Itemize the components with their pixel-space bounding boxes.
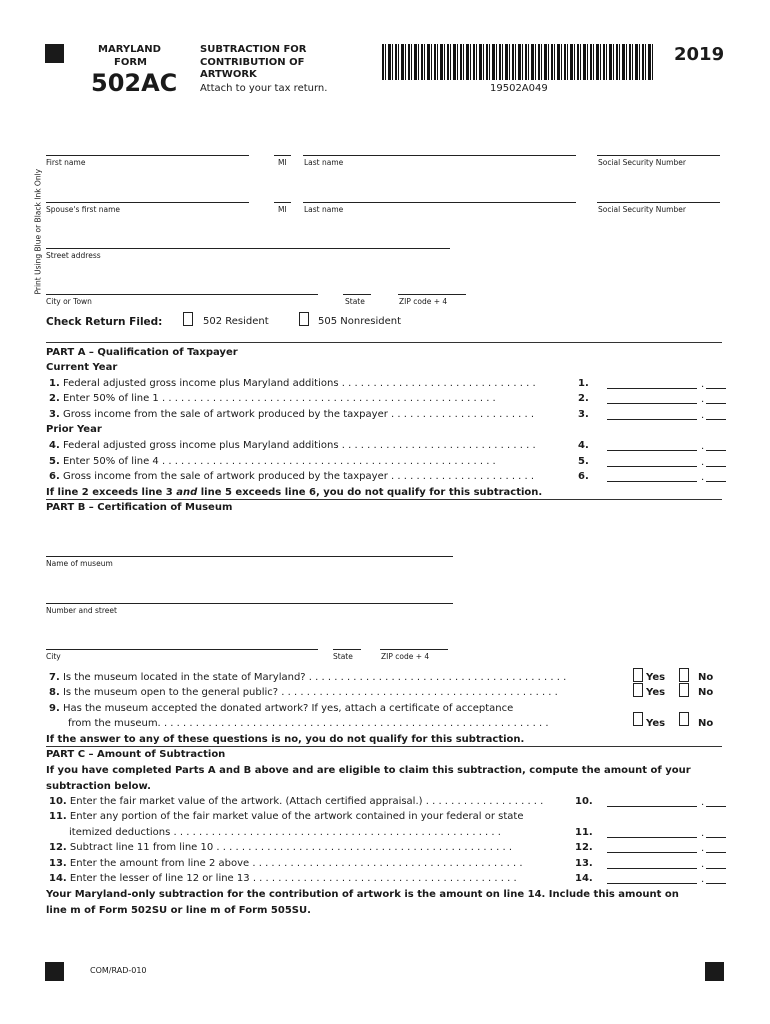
line-1-amount[interactable] bbox=[607, 388, 697, 389]
line-3-amount[interactable] bbox=[607, 419, 697, 420]
line-ref: 6. bbox=[578, 471, 589, 482]
registration-mark-top-left bbox=[45, 44, 64, 63]
dot-leader: . . . . . . . . . . . . . . . . . . . . . . . . . . . . . . . . . . . . . . . . . . . . . . . . . . . . . bbox=[158, 456, 496, 467]
dot-leader: . . . . . . . . . . . . . . . . . . . . . . . . . . . . . . . . . . . . . . . . . . . . . . . . . . . . bbox=[173, 827, 501, 838]
dot-leader: . . . . . . . . . . . . . . . . . . . . . . . . . . . . . . . . . . . . . . . . . . . . . . . . . . . . . bbox=[158, 393, 496, 404]
spouse-first-name-field[interactable] bbox=[46, 202, 249, 203]
museum-name-field[interactable] bbox=[46, 556, 453, 557]
dot-leader: . . . . . . . . . . . . . . . . . . . bbox=[425, 796, 544, 807]
last-name-field[interactable] bbox=[303, 155, 576, 156]
museum-state-label: State bbox=[333, 652, 353, 661]
spouse-mi-label: MI bbox=[278, 205, 287, 214]
spouse-mi-field[interactable] bbox=[274, 202, 291, 203]
part-c-intro-2: subtraction below. bbox=[46, 781, 151, 792]
dot-leader: . . . . . . . . . . . . . . . . . . . . . . . . . . . . . . . . . . . . . . . . . . . . . . . bbox=[216, 842, 513, 853]
line-11 bbox=[49, 811, 524, 823]
state-label: State bbox=[345, 297, 365, 306]
line-number: 1. bbox=[49, 378, 60, 389]
dot-leader: . . . . . . . . . . . . . . . . . . . . . . . . . . . . . . . . . . . . . . . . . . . bbox=[252, 858, 523, 869]
museum-name-label: Name of museum bbox=[46, 559, 113, 568]
q8-yes-label: Yes bbox=[646, 687, 666, 698]
zip-field[interactable] bbox=[398, 294, 466, 295]
line-text: Enter the lesser of line 12 or line 13 bbox=[69, 873, 250, 884]
part-a-line-2 bbox=[49, 393, 496, 405]
mi-field[interactable] bbox=[274, 155, 291, 156]
line-text: Enter any portion of the fair market value of the artwork contained in your federal or state bbox=[69, 811, 524, 822]
q7-yes-label: Yes bbox=[646, 672, 666, 683]
line-number: 9. bbox=[49, 703, 60, 714]
question-text: Is the museum located in the state of Maryland? bbox=[62, 672, 306, 683]
final-note-2: line m of Form 502SU or line m of Form 505SU. bbox=[46, 905, 311, 916]
line-12 bbox=[49, 842, 512, 854]
first-name-label: First name bbox=[46, 158, 86, 167]
tax-year: 2019 bbox=[674, 44, 725, 65]
state-field[interactable] bbox=[343, 294, 371, 295]
nonresident-label: 505 Nonresident bbox=[318, 316, 401, 327]
line-text: Federal adjusted gross income plus Maryland additions bbox=[62, 378, 339, 389]
line-5-amount[interactable] bbox=[607, 466, 697, 467]
part-b-title: PART B – Certification of Museum bbox=[46, 502, 233, 513]
warning-text-end: line 5 exceeds line 6, you do not qualify for this subtraction. bbox=[197, 487, 543, 498]
part-a-title: PART A – Qualification of Taxpayer bbox=[46, 347, 238, 358]
form-code: COM/RAD-010 bbox=[90, 966, 147, 975]
warning-text: If line 2 exceeds line 3 bbox=[46, 487, 177, 498]
check-return-label: Check Return Filed: bbox=[46, 316, 163, 328]
line-ref: 5. bbox=[578, 456, 589, 467]
dot-leader: . . . . . . . . . . . . . . . . . . . . . . . bbox=[387, 409, 535, 420]
line-11-cont bbox=[69, 827, 501, 839]
part-a-warning bbox=[46, 487, 542, 499]
line-14-cents[interactable] bbox=[706, 883, 726, 884]
decimal-point: . bbox=[701, 457, 705, 468]
line-number: 3. bbox=[49, 409, 60, 420]
part-c-title: PART C – Amount of Subtraction bbox=[46, 749, 226, 760]
form-number: 502AC bbox=[91, 69, 178, 97]
line-number: 5. bbox=[49, 456, 60, 467]
dot-leader: . . . . . . . . . . . . . . . . . . . . . . . . . . . . . . . . . . . . . . . . . . bbox=[252, 873, 517, 884]
question-text: Has the museum accepted the donated artwork? If yes, attach a certificate of acceptance bbox=[62, 703, 514, 714]
line-10-amount[interactable] bbox=[607, 806, 697, 807]
q8-yes-checkbox[interactable] bbox=[633, 683, 643, 697]
prior-year-heading: Prior Year bbox=[46, 424, 102, 435]
museum-street-label: Number and street bbox=[46, 606, 117, 615]
part-c-intro-1: If you have completed Parts A and B above and are eligible to claim this subtraction, compute the amount of your bbox=[46, 765, 691, 776]
line-number: 11. bbox=[49, 811, 67, 822]
question-9-cont bbox=[68, 718, 549, 730]
line-ref: 3. bbox=[578, 409, 589, 420]
line-11-cents[interactable] bbox=[706, 837, 726, 838]
form-word: FORM bbox=[114, 57, 147, 68]
museum-city-field[interactable] bbox=[46, 649, 318, 650]
dot-leader: . . . . . . . . . . . . . . . . . . . . . . . bbox=[387, 471, 535, 482]
line-10 bbox=[49, 796, 543, 808]
part-a-line-3 bbox=[49, 409, 534, 421]
line-number: 4. bbox=[49, 440, 60, 451]
q9-no-checkbox[interactable] bbox=[679, 712, 689, 726]
part-b-warning: If the answer to any of these questions is no, you do not qualify for this subtraction. bbox=[46, 734, 525, 745]
line-5-cents[interactable] bbox=[706, 466, 726, 467]
line-6-cents[interactable] bbox=[706, 481, 726, 482]
decimal-point: . bbox=[701, 843, 705, 854]
line-number: 12. bbox=[49, 842, 67, 853]
divider bbox=[46, 342, 722, 343]
line-6-amount[interactable] bbox=[607, 481, 697, 482]
q9-no-label: No bbox=[698, 718, 714, 729]
last-name-label: Last name bbox=[304, 158, 344, 167]
street-address-label: Street address bbox=[46, 251, 101, 260]
warning-emphasis: and bbox=[176, 487, 198, 498]
line-ref: 1. bbox=[578, 378, 589, 389]
line-number: 14. bbox=[49, 873, 67, 884]
question-7 bbox=[49, 672, 566, 684]
line-13-cents[interactable] bbox=[706, 868, 726, 869]
nonresident-checkbox[interactable] bbox=[299, 312, 309, 326]
q7-no-label: No bbox=[698, 672, 714, 683]
q8-no-label: No bbox=[698, 687, 714, 698]
decimal-point: . bbox=[701, 379, 705, 390]
barcode-number: 19502A049 bbox=[490, 83, 548, 94]
line-number: 10. bbox=[49, 796, 67, 807]
spouse-ssn-label: Social Security Number bbox=[598, 205, 686, 214]
line-11-amount[interactable] bbox=[607, 837, 697, 838]
question-8 bbox=[49, 687, 558, 699]
decimal-point: . bbox=[701, 472, 705, 483]
decimal-point: . bbox=[701, 441, 705, 452]
ssn-field[interactable] bbox=[597, 155, 720, 156]
museum-zip-label: ZIP code + 4 bbox=[381, 652, 430, 661]
museum-zip-field[interactable] bbox=[380, 649, 448, 650]
decimal-point: . bbox=[701, 410, 705, 421]
decimal-point: . bbox=[701, 828, 705, 839]
part-a-line-5 bbox=[49, 456, 496, 468]
city-field[interactable] bbox=[46, 294, 318, 295]
museum-state-field[interactable] bbox=[333, 649, 361, 650]
line-number: 13. bbox=[49, 858, 67, 869]
q7-no-checkbox[interactable] bbox=[679, 668, 689, 682]
line-number: 6. bbox=[49, 471, 60, 482]
first-name-field[interactable] bbox=[46, 155, 249, 156]
line-13 bbox=[49, 858, 523, 870]
divider bbox=[46, 746, 722, 747]
line-13-amount[interactable] bbox=[607, 868, 697, 869]
decimal-point: . bbox=[701, 797, 705, 808]
divider bbox=[46, 499, 722, 500]
state-name: MARYLAND bbox=[98, 44, 161, 55]
dot-leader: . . . . . . . . . . . . . . . . . . . . . . . . . . . . . . . . . . . . . . . . . . . . bbox=[281, 687, 558, 698]
dot-leader: . . . . . . . . . . . . . . . . . . . . . . . . . . . . . . . bbox=[338, 378, 536, 389]
registration-mark-bottom-left bbox=[45, 962, 64, 981]
museum-street-field[interactable] bbox=[46, 603, 453, 604]
line-12-cents[interactable] bbox=[706, 852, 726, 853]
line-ref: 13. bbox=[575, 858, 593, 869]
line-text: Gross income from the sale of artwork produced by the taxpayer bbox=[62, 471, 388, 482]
line-ref: 11. bbox=[575, 827, 593, 838]
line-ref: 12. bbox=[575, 842, 593, 853]
line-4-cents[interactable] bbox=[706, 450, 726, 451]
form-title-line2: CONTRIBUTION OF bbox=[200, 57, 305, 68]
line-text: Enter the fair market value of the artwork. (Attach certified appraisal.) bbox=[69, 796, 423, 807]
spouse-last-name-field[interactable] bbox=[303, 202, 576, 203]
line-3-cents[interactable] bbox=[706, 419, 726, 420]
line-text: Enter 50% of line 4 bbox=[62, 456, 159, 467]
line-ref: 4. bbox=[578, 440, 589, 451]
street-address-field[interactable] bbox=[46, 248, 450, 249]
line-14-amount[interactable] bbox=[607, 883, 697, 884]
dot-leader: . . . . . . . . . . . . . . . . . . . . . . . . . . . . . . . bbox=[338, 440, 536, 451]
attach-note: Attach to your tax return. bbox=[200, 83, 328, 94]
q9-yes-label: Yes bbox=[646, 718, 666, 729]
line-ref: 10. bbox=[575, 796, 593, 807]
part-a-line-4 bbox=[49, 440, 536, 452]
part-a-line-6 bbox=[49, 471, 534, 483]
mi-label: MI bbox=[278, 158, 287, 167]
decimal-point: . bbox=[701, 859, 705, 870]
registration-mark-bottom-right bbox=[705, 962, 724, 981]
question-text: Is the museum open to the general public? bbox=[62, 687, 279, 698]
current-year-heading: Current Year bbox=[46, 362, 118, 373]
line-text: Gross income from the sale of artwork produced by the taxpayer bbox=[62, 409, 388, 420]
barcode bbox=[382, 44, 654, 80]
city-label: City or Town bbox=[46, 297, 92, 306]
ink-instruction: Print Using Blue or Black Ink Only bbox=[33, 168, 43, 295]
zip-label: ZIP code + 4 bbox=[399, 297, 448, 306]
line-4-amount[interactable] bbox=[607, 450, 697, 451]
q8-no-checkbox[interactable] bbox=[679, 683, 689, 697]
line-text: Enter the amount from line 2 above bbox=[69, 858, 250, 869]
line-text: Federal adjusted gross income plus Maryland additions bbox=[62, 440, 339, 451]
decimal-point: . bbox=[701, 394, 705, 405]
line-text: itemized deductions bbox=[69, 827, 171, 838]
q9-yes-checkbox[interactable] bbox=[633, 712, 643, 726]
line-12-amount[interactable] bbox=[607, 852, 697, 853]
question-text: from the museum. bbox=[68, 718, 161, 729]
dot-leader: . . . . . . . . . . . . . . . . . . . . . . . . . . . . . . . . . . . . . . . . . . . . . . . . . . . . . . . . . . . . . bbox=[163, 718, 549, 729]
spouse-first-name-label: Spouse's first name bbox=[46, 205, 121, 214]
line-text: Subtract line 11 from line 10 bbox=[69, 842, 214, 853]
question-9 bbox=[49, 703, 513, 715]
resident-checkbox[interactable] bbox=[183, 312, 193, 326]
line-text: Enter 50% of line 1 bbox=[62, 393, 159, 404]
form-title-line1: SUBTRACTION FOR bbox=[200, 44, 307, 55]
final-note-1: Your Maryland-only subtraction for the contribution of artwork is the amount on line 14. Include this amount on bbox=[46, 889, 679, 900]
line-ref: 2. bbox=[578, 393, 589, 404]
line-2-cents[interactable] bbox=[706, 403, 726, 404]
line-number: 7. bbox=[49, 672, 60, 683]
resident-label: 502 Resident bbox=[203, 316, 269, 327]
line-10-cents[interactable] bbox=[706, 806, 726, 807]
q7-yes-checkbox[interactable] bbox=[633, 668, 643, 682]
line-number: 8. bbox=[49, 687, 60, 698]
museum-city-label: City bbox=[46, 652, 61, 661]
line-2-amount[interactable] bbox=[607, 403, 697, 404]
dot-leader: . . . . . . . . . . . . . . . . . . . . . . . . . . . . . . . . . . . . . . . . . bbox=[308, 672, 567, 683]
line-number: 2. bbox=[49, 393, 60, 404]
spouse-last-name-label: Last name bbox=[304, 205, 344, 214]
line-14 bbox=[49, 873, 517, 885]
part-a-line-1 bbox=[49, 378, 536, 390]
line-1-cents[interactable] bbox=[706, 388, 726, 389]
line-ref: 14. bbox=[575, 873, 593, 884]
spouse-ssn-field[interactable] bbox=[597, 202, 720, 203]
ssn-label: Social Security Number bbox=[598, 158, 686, 167]
decimal-point: . bbox=[701, 874, 705, 885]
form-title-line3: ARTWORK bbox=[200, 69, 257, 80]
